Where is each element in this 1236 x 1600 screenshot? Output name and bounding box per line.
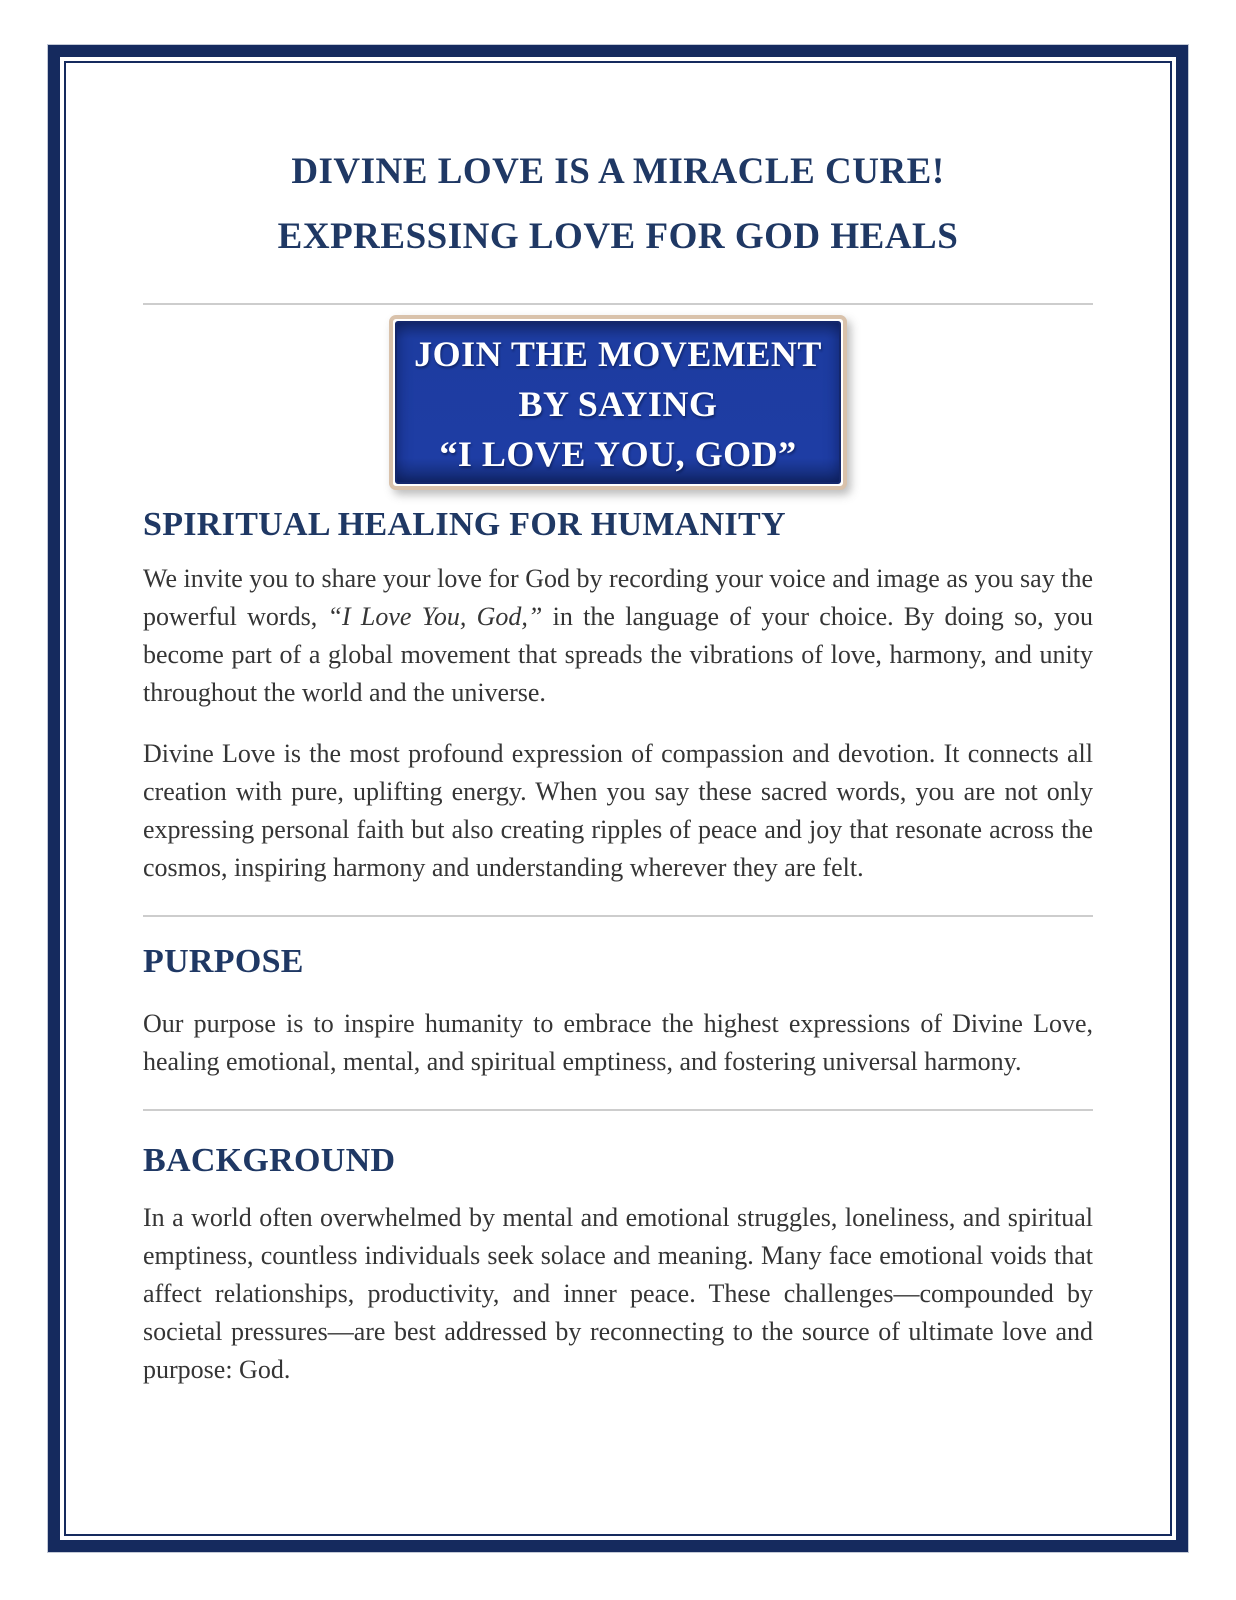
banner-line-3: “I LOVE YOU, GOD” <box>439 434 797 474</box>
divider <box>143 915 1093 917</box>
divider <box>143 303 1093 305</box>
section-purpose <box>143 942 1093 1081</box>
paragraph-spiritual-1 <box>143 560 1093 712</box>
page-border-inner-line <box>64 61 1172 1536</box>
section-heading-purpose: PURPOSE <box>143 943 304 980</box>
paragraph-italic-phrase: “I Love You, God,” <box>327 602 543 631</box>
document-content <box>66 63 1170 1534</box>
divider <box>143 1109 1093 1111</box>
section-heading-spiritual-healing: SPIRITUAL HEALING FOR HUMANITY <box>143 506 786 543</box>
banner-line-1: JOIN THE MOVEMENT <box>414 334 822 374</box>
join-movement-banner <box>389 315 847 490</box>
paragraph-background: In a world often overwhelmed by mental and emotional struggles, loneliness, and spiritual emptiness, countless individuals seek solace and meaning. Many face emotional voids that affect relationships, productivity, and inner peace. These challenges—compounded by societal pressures—are best addressed by reconnecting to the source of ultimate love and purpose: God. <box>143 1203 1093 1384</box>
page-border-gap <box>60 57 1176 1540</box>
document-title-line-2: EXPRESSING LOVE FOR GOD HEALS <box>277 216 959 257</box>
join-movement-banner-face <box>395 321 841 484</box>
paragraph-purpose: Our purpose is to inspire humanity to embrace the highest expressions of Divine Love, healing emotional, mental, and spiritual emptiness, and fostering universal harmony. <box>143 1009 1093 1076</box>
page-border-frame <box>48 45 1188 1552</box>
banner-line-2: BY SAYING <box>518 384 718 424</box>
section-background <box>143 1141 1093 1389</box>
section-spiritual-healing <box>143 505 1093 887</box>
paragraph-text: We invite you to share your love for God by recording your voice and image as you say the powerful words, <box>143 564 1093 631</box>
paragraph-text: in the language of your choice. By doing so, you become part of a global movement that spreads the vibrations of love, harmony, and unity throughout the world and the universe. <box>143 602 1093 707</box>
paragraph-spiritual-2: Divine Love is the most profound expression of compassion and devotion. It connects all creation with pure, uplifting energy. When you say these sacred words, you are not only expressing personal faith but also creating ripples of peace and joy that resonate across the cosmos, inspiring harmony and understanding wherever they are felt. <box>143 739 1093 882</box>
section-heading-background: BACKGROUND <box>143 1142 396 1179</box>
document-title-line-1: DIVINE LOVE IS A MIRACLE CURE! <box>291 151 945 192</box>
banner-container <box>143 315 1093 490</box>
